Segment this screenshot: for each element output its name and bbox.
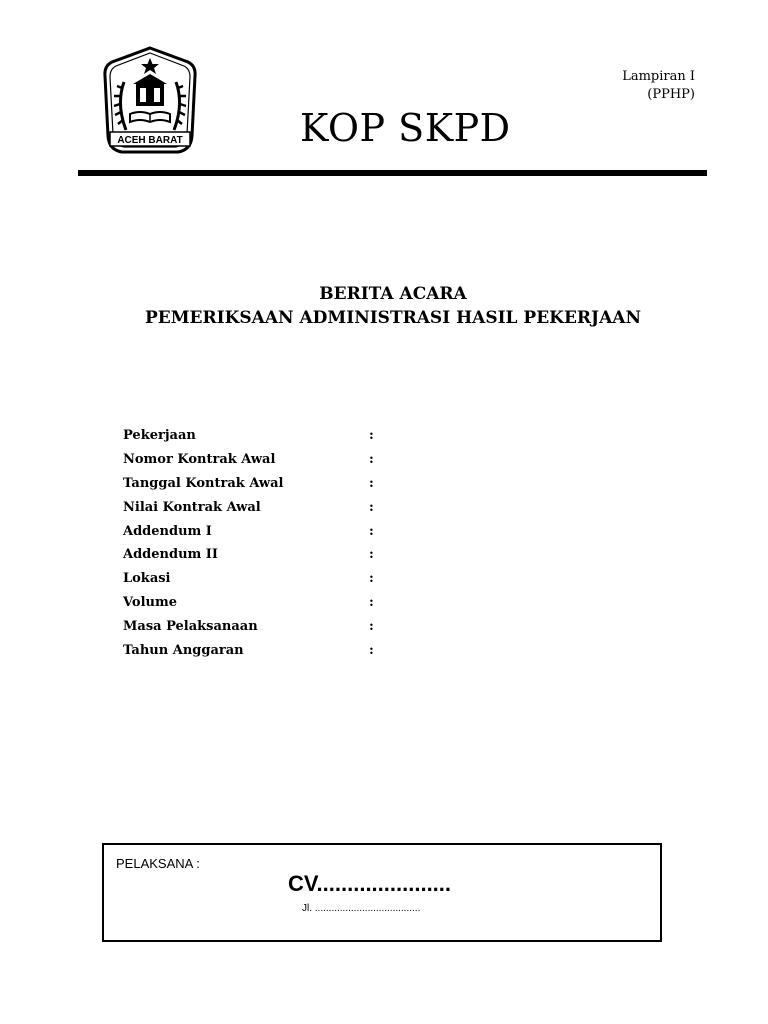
field-row	[123, 519, 389, 543]
field-row	[123, 567, 389, 591]
document-title-line-1: BERITA ACARA	[319, 284, 467, 304]
appendix-line-2: (PPHP)	[647, 87, 695, 102]
field-label: Tanggal Kontrak Awal	[123, 475, 284, 491]
field-label: Lokasi	[123, 571, 171, 587]
field-colon: :	[369, 428, 374, 444]
document-title	[0, 282, 768, 330]
field-label: Tahun Anggaran	[123, 642, 244, 658]
field-row	[123, 614, 389, 638]
appendix-note	[622, 68, 695, 104]
field-list	[123, 424, 389, 662]
field-label: Addendum II	[123, 547, 218, 563]
field-row	[123, 638, 389, 662]
contractor-name: CV......................	[288, 871, 452, 896]
field-label: Addendum I	[123, 523, 212, 539]
field-colon: :	[369, 452, 374, 468]
field-label: Pekerjaan	[123, 428, 196, 444]
field-colon: :	[369, 594, 374, 610]
field-colon: :	[369, 475, 374, 491]
field-label: Volume	[123, 594, 177, 610]
field-colon: :	[369, 547, 374, 563]
letterhead-divider	[78, 170, 707, 176]
field-row	[123, 472, 389, 496]
field-colon: :	[369, 523, 374, 539]
field-row	[123, 543, 389, 567]
appendix-line-1: Lampiran I	[622, 69, 695, 84]
contractor-label: PELAKSANA :	[116, 856, 200, 871]
field-label: Nilai Kontrak Awal	[123, 499, 261, 515]
field-row	[123, 591, 389, 615]
field-row	[123, 424, 389, 448]
emblem-label: ACEH BARAT	[117, 135, 183, 146]
contractor-address: Jl. ......................................	[302, 903, 421, 914]
document-title-line-2: PEMERIKSAAN ADMINISTRASI HASIL PEKERJAAN	[145, 308, 641, 328]
field-label: Nomor Kontrak Awal	[123, 452, 276, 468]
field-colon: :	[369, 499, 374, 515]
field-row	[123, 495, 389, 519]
letterhead-title: KOP SKPD	[300, 106, 511, 150]
field-colon: :	[369, 618, 374, 634]
field-label: Masa Pelaksanaan	[123, 618, 258, 634]
field-row	[123, 448, 389, 472]
field-colon: :	[369, 642, 374, 658]
contractor-box	[102, 843, 662, 942]
field-colon: :	[369, 571, 374, 587]
aceh-barat-emblem	[100, 44, 200, 160]
